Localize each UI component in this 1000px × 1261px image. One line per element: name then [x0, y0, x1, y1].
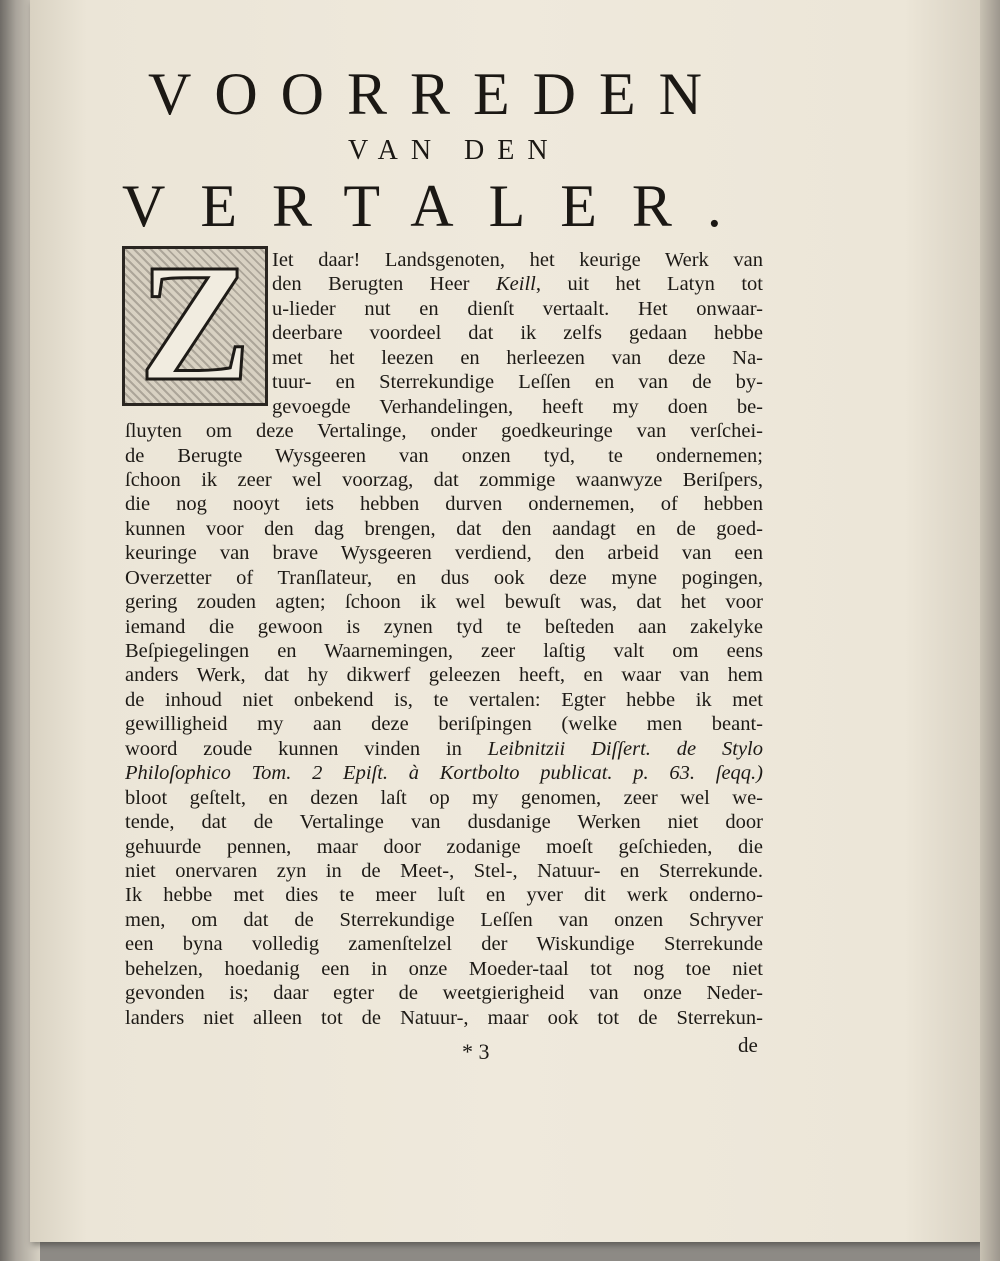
text-segment: tende, dat de Vertalinge van dusdanige Werken niet door: [125, 811, 763, 834]
text-line: [125, 761, 763, 785]
text-line: [125, 712, 763, 736]
text-line: [125, 1006, 763, 1030]
text-line: [125, 737, 763, 761]
text-segment: Overzetter of Tranſlateur, en dus ook deze myne pogingen,: [125, 566, 763, 589]
text-line: [125, 517, 763, 541]
text-segment: gehuurde pennen, maar door zodanige moeſt geſchieden, die: [125, 835, 763, 858]
text-segment: een byna volledig zamenſtelzel der Wiskundige Sterrekunde: [125, 933, 763, 956]
text-line: [125, 810, 763, 834]
text-segment: ſluyten om deze Vertalinge, onder goedkeuringe van verſchei-: [125, 420, 763, 443]
text-line: [125, 883, 763, 907]
italic-text: Leibnitzii Diſſert. de Stylo: [487, 737, 763, 760]
text-line: [125, 688, 763, 712]
text-line: [125, 615, 763, 639]
italic-text: Keill: [495, 273, 536, 296]
text-line: [272, 297, 763, 321]
text-segment: Beſpiegelingen en Waarnemingen, zeer laſtig valt om eens: [125, 640, 763, 662]
text-segment: Iet daar! Landsgenoten, het keurige Werk van: [272, 249, 763, 271]
text-line: [125, 786, 763, 810]
heading-voorreden: VOORREDEN: [148, 61, 725, 127]
text-segment: men, om dat de Sterrekundige Leſſen van onzen Schryver: [125, 908, 763, 931]
text-line: [272, 248, 763, 272]
text-segment: landers niet alleen tot de Natuur-, maar ook tot de Sterrekun-: [125, 1006, 763, 1029]
text-line: [125, 835, 763, 859]
text-line: [125, 932, 763, 956]
text-line: [125, 541, 763, 565]
text-segment: deerbare voordeel dat ik zelfs gedaan hebbe: [272, 322, 763, 345]
text-line: [125, 663, 763, 687]
text-line: [272, 321, 763, 345]
text-segment: behelzen, hoedanig een in onze Moeder-taal tot nog toe niet: [125, 957, 763, 980]
text-line: [125, 468, 763, 492]
heading-van-den: VAN DEN: [348, 135, 561, 166]
text-line: [272, 395, 763, 419]
text-segment: den Berugten Heer: [272, 273, 496, 296]
text-segment: woord zoude kunnen vinden in: [125, 737, 488, 760]
text-line: [125, 639, 763, 663]
text-segment: gering zouden agten; ſchoon ik wel bewuſt was, dat het voor: [125, 591, 763, 614]
text-line: [125, 444, 763, 468]
text-line: [272, 370, 763, 394]
text-segment: , uit het Latyn tot: [535, 273, 763, 296]
text-segment: anders Werk, dat hy dikwerf geleezen heeft, en waar van hem: [125, 664, 763, 687]
text-line: [272, 272, 763, 296]
text-segment: tuur- en Sterrekundige Leſſen en van de by-: [272, 371, 763, 394]
text-line: [125, 908, 763, 932]
text-segment: gevoegde Verhandelingen, heeft my doen be-: [272, 395, 763, 418]
text-line: [125, 859, 763, 883]
text-segment: kunnen voor den dag brengen, dat den aandagt en de goed-: [125, 517, 763, 540]
catchword: de: [738, 1033, 758, 1057]
text-segment: de inhoud niet onbekend is, te vertalen: Egter hebbe ik met: [125, 688, 763, 711]
text-segment: die nog nooyt iets hebben durven ondernemen, of hebben: [125, 493, 763, 516]
text-segment: bloot geſtelt, en dezen laſt op my genomen, zeer wel we-: [125, 786, 763, 809]
text-line: [125, 419, 763, 443]
text-segment: keuringe van brave Wysgeeren verdiend, den arbeid van een: [125, 542, 763, 565]
text-line: [125, 981, 763, 1005]
text-line: [125, 492, 763, 516]
text-segment: Ik hebbe met dies te meer luſt en yver dit werk onderno-: [125, 884, 763, 907]
text-segment: de Berugte Wysgeeren van onzen tyd, te ondernemen;: [125, 444, 763, 467]
italic-text: Philoſophico Tom. 2 Epiſt. à Kortbolto publicat. p. 63. ſeqq.): [125, 762, 763, 785]
body-text: [125, 248, 763, 1030]
signature-mark: * 3: [462, 1039, 490, 1064]
text-segment: gewilligheid my aan deze beriſpingen (welke men beant-: [125, 713, 763, 736]
text-line: [272, 346, 763, 370]
text-segment: iemand die gewoon is zynen tyd te beſteden aan zakelyke: [125, 615, 763, 638]
page-edge: [980, 0, 1000, 1261]
heading-vertaler: VERTALER.: [122, 173, 757, 239]
text-segment: gevonden is; daar egter de weetgierigheid van onze Neder-: [125, 982, 763, 1005]
text-line: [125, 566, 763, 590]
text-segment: niet onervaren zyn in de Meet-, Stel-, Natuur- en Sterrekunde.: [125, 859, 763, 882]
text-line: [125, 957, 763, 981]
text-segment: ſchoon ik zeer wel voorzag, dat zommige waanwyze Beriſpers,: [125, 468, 763, 491]
drop-cap-letter: Z: [138, 246, 252, 406]
text-segment: met het leezen en herleezen van deze Na-: [272, 346, 763, 369]
text-line: [125, 590, 763, 614]
text-segment: u-lieder nut en dienſt vertaalt. Het onwaar-: [272, 297, 763, 320]
